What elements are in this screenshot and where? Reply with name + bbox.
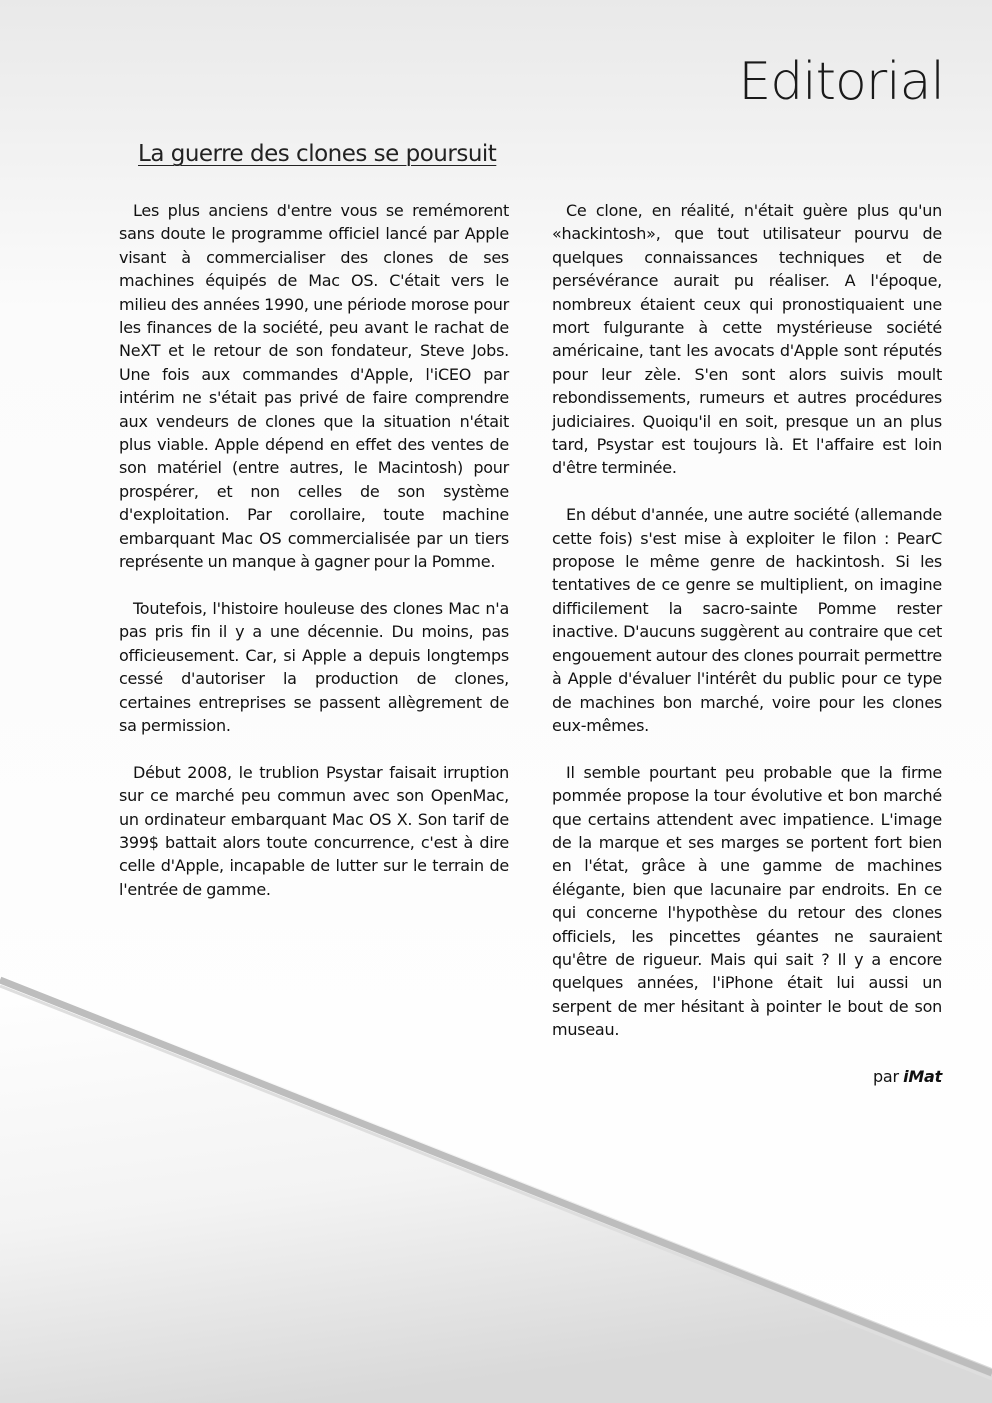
paragraph: Ce clone, en réalité, n'était guère plus qu'un «hackintosh», que tout utilisateur pourvu de quelques connaissances techniques et de persévérance aurait pu réaliser. A l'époque, nombreux étaient ceux qui pronostiquaient une mort fulgurante à cette mystérieuse société américaine, tant les avocats d'Apple sont réputés pour leur zèle. S'en sont alors suivis moult rebondissements, rumeurs et autres procédures judiciaires. Quoiqu'il en soit, presque un an plus tard, Psystar est toujours là. Et l'affaire est loin d'être terminée.: [552, 201, 942, 478]
paragraph: Il semble pourtant peu probable que la firme pommée propose la tour évolutive et bon marché que certains attendent avec impatience. L'image de la marque et ses marges se portent fort bien en l'état, grâce à une gamme de machines élégante, bien que lacunaire par endroits. En ce qui concerne l'hypothèse du retour des clones officiels, les pincettes géantes ne sauraient qu'être de rigueur. Mais qui sait ? Il y a encore quelques années, l'iPhone était lui aussi un serpent de mer hésitant à pointer le bout de son museau.: [552, 762, 942, 1040]
paragraph: En début d'année, une autre société (allemande cette fois) s'est mise à exploiter le filon : PearC propose le même genre de hackintosh. Si les tentatives de ce genre se multiplient, on imagine difficilement la sacro-sainte Pomme rester inactive. D'aucuns suggèrent au contraire que cet engouement autour des clones pourrait permettre à Apple d'évaluer l'intérêt du public pour ce type de machines bon marché, voire pour les clones eux-mêmes.: [552, 505, 942, 735]
article-title: La guerre des clones se poursuit: [138, 141, 497, 167]
byline: [552, 1065, 942, 1088]
article-column-right: [552, 199, 942, 1112]
paragraph: Les plus anciens d'entre vous se remémorent sans doute le programme officiel lancé par Apple visant à commercialiser des clones de ses machines équipés de Mac OS. C'était vers le milieu des années 1990, une période morose pour les finances de la société, peu avant le rachat de NeXT et le retour de son fondateur, Steve Jobs. Une fois aux commandes d'Apple, l'iCEO par intérim ne s'était pas privé de faire comprendre aux vendeurs de clones que la situation n'était plus viable. Apple dépend en effet des ventes de son matériel (entre autres, le Macintosh) pour prospérer, et non celles de son système d'exploitation. Par corollaire, toute machine embarquant Mac OS commercialisée par un tiers représente un manque à gagner pour la Pomme.: [119, 201, 509, 572]
paragraph: Début 2008, le trublion Psystar faisait irruption sur ce marché peu commun avec son OpenMac, un ordinateur embarquant Mac OS X. Son tarif de 399$ battait alors toute concurrence, c'est à dire celle d'Apple, incapable de lutter sur le terrain de l'entrée de gamme.: [119, 762, 509, 899]
article-column-left: [119, 199, 509, 925]
byline-author: iMat: [903, 1066, 942, 1086]
paragraph: Toutefois, l'histoire houleuse des clones Mac n'a pas pris fin il y a une décennie. Du moins, pas officieusement. Car, si Apple a depuis longtemps cessé d'autoriser la production de clones, certaines entreprises se passent allègrement de sa permission.: [119, 598, 509, 735]
byline-prefix: par: [873, 1066, 899, 1086]
page-title: Editorial: [738, 52, 944, 112]
